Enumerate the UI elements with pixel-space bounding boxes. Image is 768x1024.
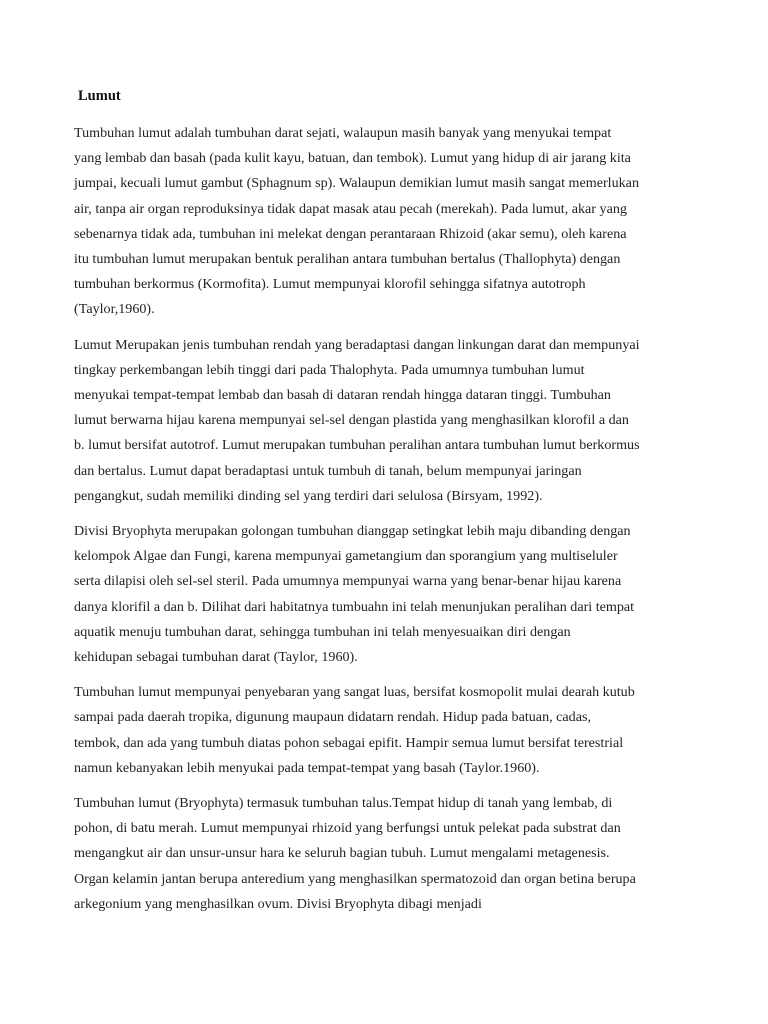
text-line: Divisi Bryophyta merupakan golongan tumbuhan dianggap setingkat lebih maju dibanding dengan [74,523,631,540]
text-line: aquatik menuju tumbuhan darat, sehingga tumbuhan ini telah menyesuaikan diri dengan [74,623,571,640]
text-line: (Taylor,1960). [74,301,155,318]
text-line: serta dilapisi oleh sel-sel steril. Pada umumnya mempunyai warna yang benar-benar hijau karena [74,573,622,590]
paragraph-4 [74,680,714,781]
paragraph-5 [74,791,714,917]
text-line: Lumut Merupakan jenis tumbuhan rendah yang beradaptasi dangan linkungan darat dan mempunyai [74,336,640,353]
text-line: arkegonium yang menghasilkan ovum. Divisi Bryophyta dibagi menjadi [74,895,482,912]
text-line: lumut berwarna hijau karena mempunyai sel-sel dengan plastida yang menghasilkan klorofil a dan [74,412,629,429]
text-line: tingkay perkembangan lebih tinggi dari pada Thalophyta. Pada umumnya tumbuhan lumut [74,361,585,378]
paragraph-2 [74,333,714,509]
text-line: sampai pada daerah tropika, digunung maupaun didatarn rendah. Hidup pada batuan, cadas, [74,709,591,726]
text-line: Organ kelamin jantan berupa anteredium yang menghasilkan spermatozoid dan organ betina berupa [74,870,636,887]
text-line: pohon, di batu merah. Lumut mempunyai rhizoid yang berfungsi untuk pelekat pada substrat dan [74,820,621,837]
text-line: b. lumut bersifat autotrof. Lumut merupakan tumbuhan peralihan antara tumbuhan lumut berkormus [74,437,640,454]
text-line: sebenarnya tidak ada, tumbuhan ini melekat dengan perantaraan Rhizoid (akar semu), oleh karena [74,225,627,242]
text-line: itu tumbuhan lumut merupakan bentuk peralihan antara tumbuhan bertalus (Thallophyta) dengan [74,251,621,268]
text-line: kelompok Algae dan Fungi, karena mempunyai gametangium dan sporangium yang multiseluler [74,548,618,565]
text-line: menyukai tempat-tempat lembab dan basah di dataran rendah hingga dataran tinggi. Tumbuhan [74,387,611,404]
text-line: Tumbuhan lumut adalah tumbuhan darat sejati, walaupun masih banyak yang menyukai tempat [74,125,612,141]
text-line: namun kebanyakan lebih menyukai pada tempat-tempat yang basah (Taylor.1960). [74,759,540,776]
text-line: air, tanpa air organ reproduksinya tidak dapat masak atau pecah (merekah). Pada lumut, akar yang [74,200,627,217]
paragraph-1 [74,121,714,323]
text-line: yang lembab dan basah (pada kulit kayu, batuan, dan tembok). Lumut yang hidup di air jarang kita [74,150,631,167]
text-line: jumpai, kecuali lumut gambut (Sphagnum sp). Walaupun demikian lumut masih sangat memerlukan [74,175,639,192]
text-line: kehidupan sebagai tumbuhan darat (Taylor, 1960). [74,649,358,666]
document-page [74,86,714,927]
text-line: Tumbuhan lumut mempunyai penyebaran yang sangat luas, bersifat kosmopolit mulai dearah kutub [74,684,635,701]
document-title: Lumut [78,88,121,104]
text-line: pengangkut, sudah memiliki dinding sel yang terdiri dari selulosa (Birsyam, 1992). [74,487,543,504]
text-line: tembok, dan ada yang tumbuh diatas pohon sebagai epifit. Hampir semua lumut bersifat terestrial [74,734,624,751]
text-line: Tumbuhan lumut (Bryophyta) termasuk tumbuhan talus.Tempat hidup di tanah yang lembab, di [74,795,613,812]
paragraph-3 [74,519,714,670]
text-line: tumbuhan berkormus (Kormofita). Lumut mempunyai klorofil sehingga sifatnya autotroph [74,276,586,293]
text-line: danya klorifil a dan b. Dilihat dari habitatnya tumbuahn ini telah menunjukan peralihan dari tempat [74,598,635,615]
text-line: mengangkut air dan unsur-unsur hara ke seluruh bagian tubuh. Lumut mengalami metagenesis. [74,845,610,862]
text-line: dan bertalus. Lumut dapat beradaptasi untuk tumbuh di tanah, belum mempunyai jaringan [74,462,582,479]
